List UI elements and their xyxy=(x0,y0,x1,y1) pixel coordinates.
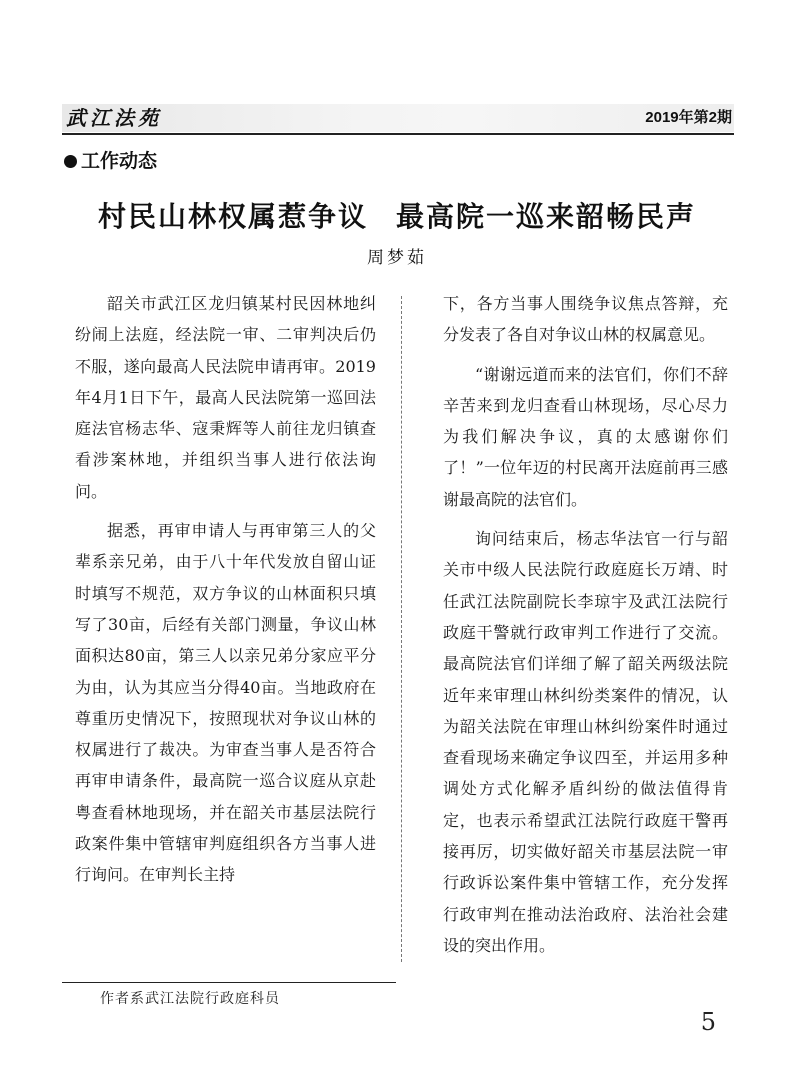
column-divider xyxy=(401,296,402,962)
left-column xyxy=(75,288,376,899)
paragraph: “谢谢远道而来的法官们，你们不辞辛苦来到龙归查看山林现场，尽心尽力为我们解决争议，真的太感谢你们了！”一位年迈的村民离开法庭前再三感谢最高院的法官们。 xyxy=(443,364,728,509)
paragraph: 下，各方当事人围绕争议焦点答辩，充分发表了各自对争议山林的权属意见。 xyxy=(443,294,728,345)
bullet-dot-icon xyxy=(64,155,77,168)
header-rule xyxy=(62,133,734,135)
paragraph: 据悉，再审申请人与再审第三人的父辈系亲兄弟，由于八十年代发放自留山证时填写不规范，双方争议的山林面积只填写了30亩，后经有关部门测量，争议山林面积达80亩，第三人以亲兄弟分家应平分为由，认为其应当分得40亩。当地政府在尊重历史情况下，按照现状对争议山林的权属进行了裁决。为审查当事人是否符合再审申请条件，最高院一巡合议庭从京赴粤查看林地现场，并在韶关市基层法院行政案件集中管辖审判庭组织各方当事人进行询问。在审判长主持 xyxy=(75,521,376,885)
footnote-rule xyxy=(62,982,396,983)
title-part-1: 村民山林权属惹争议 xyxy=(97,200,368,233)
page-number: 5 xyxy=(700,1008,716,1036)
magazine-name: 武江法苑 xyxy=(66,106,162,130)
header-bar xyxy=(62,104,734,132)
article-title xyxy=(0,195,794,235)
footnote: 作者系武江法院行政庭科员 xyxy=(100,991,280,1007)
title-part-2: 最高院一巡来韶畅民声 xyxy=(396,200,697,233)
issue-label: 2019年第2期 xyxy=(645,109,732,126)
article-author: 周梦茹 xyxy=(367,248,427,268)
paragraph: 韶关市武江区龙归镇某村民因林地纠纷闹上法庭，经法院一审、二审判决后仍不服，遂向最高人民法院申请再审。2019年4月1日下午，最高人民法院第一巡回法庭法官杨志华、寇秉辉等人前往龙归镇查看涉案林地，并组织当事人进行依法询问。 xyxy=(75,294,376,501)
paragraph: 询问结束后，杨志华法官一行与韶关市中级人民法院行政庭庭长万靖、时任武江法院副院长李琼宇及武江法院行政庭干警就行政审判工作进行了交流。最高院法官们详细了解了韶关两级法院近年来审理山林纠纷类案件的情况，认为韶关法院在审理山林纠纷案件时通过查看现场来确定争议四至，并运用多种调处方式化解矛盾纠纷的做法值得肯定，也表示希望武江法院行政庭干警再接再厉，切实做好韶关市基层法院一审行政诉讼案件集中管辖工作，充分发挥行政审判在推动法治政府、法治社会建设的突出作用。 xyxy=(443,529,728,955)
right-column xyxy=(443,288,728,969)
section-label: 工作动态 xyxy=(81,150,158,172)
section-heading xyxy=(64,148,157,174)
